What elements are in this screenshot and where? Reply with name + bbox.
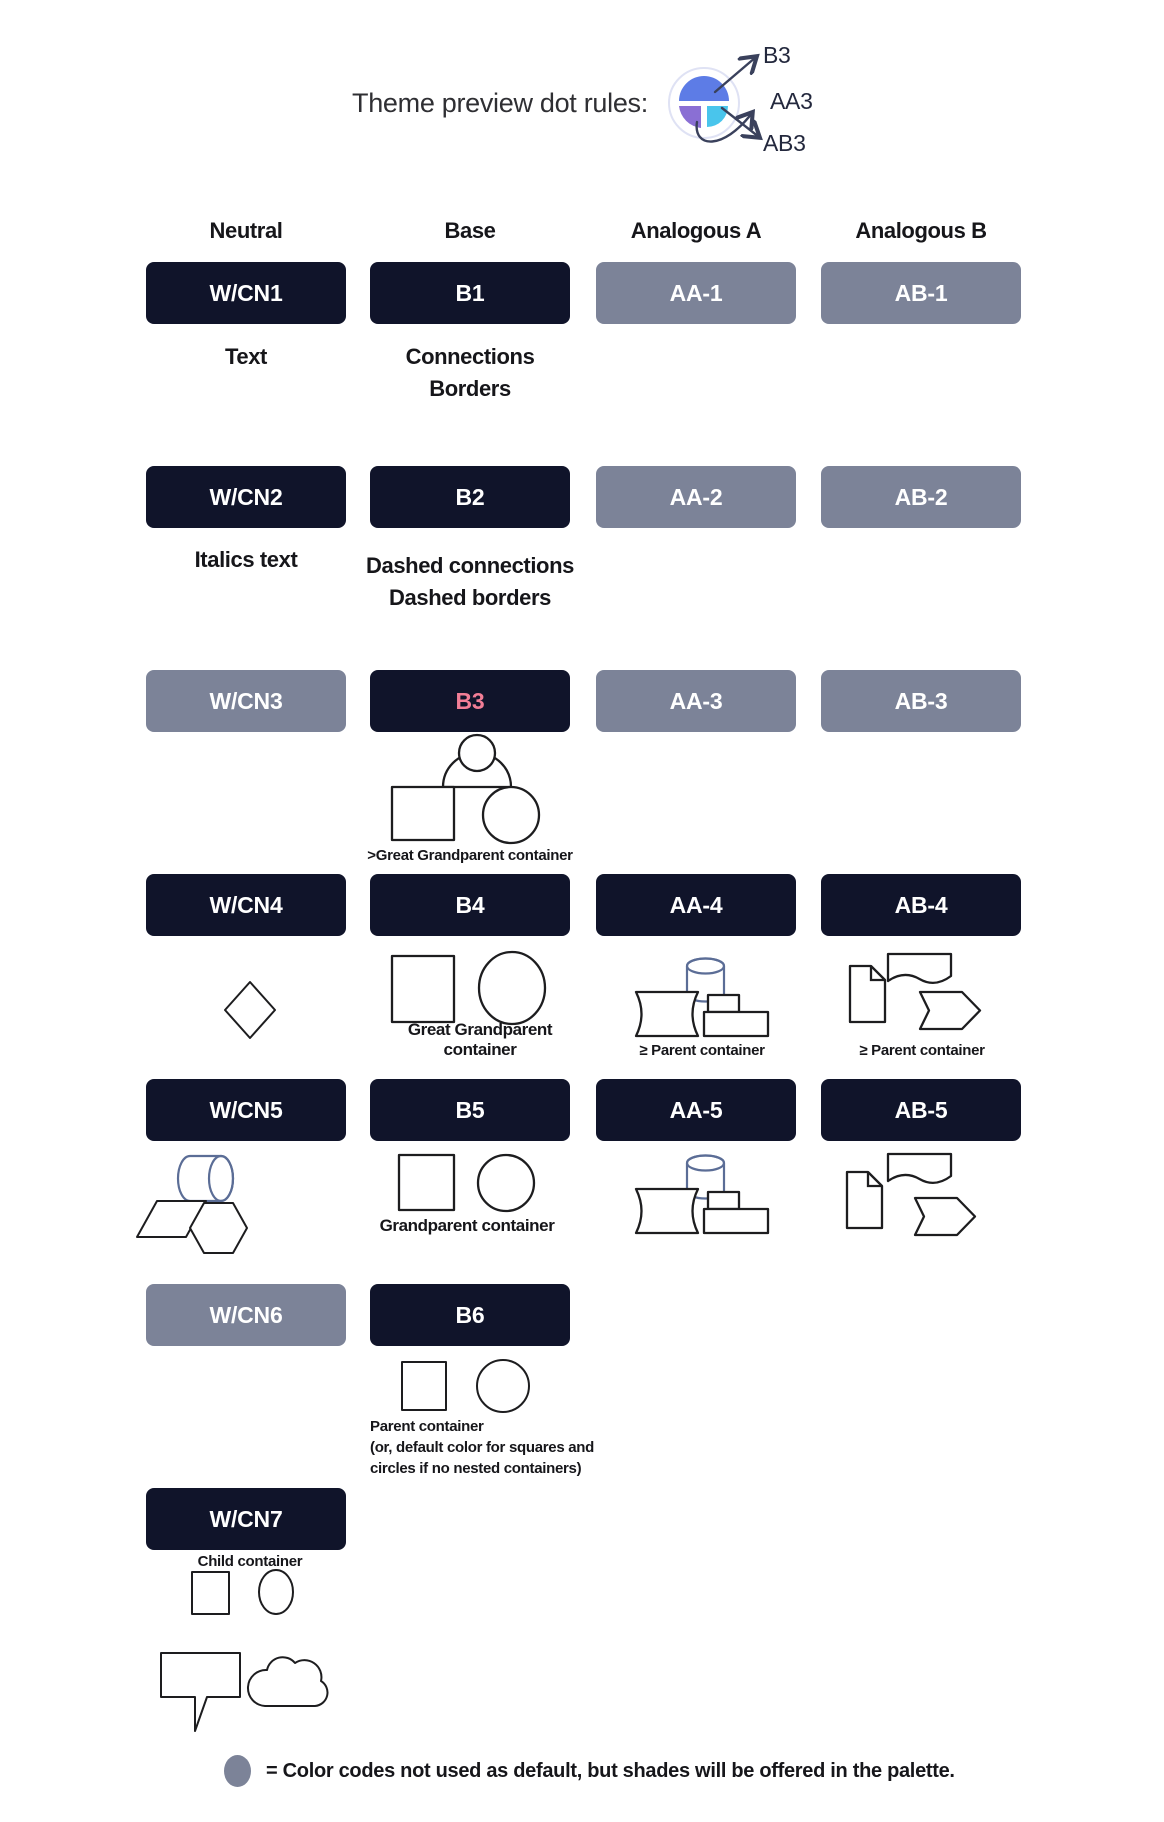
caption-borders: Borders — [429, 376, 511, 401]
document-icon — [850, 966, 885, 1022]
swatch-b3-label: B3 — [455, 687, 485, 714]
swatch-wcn2: W/CN2 — [146, 466, 346, 528]
document-icon — [847, 1172, 882, 1228]
swatch-b3 — [370, 670, 570, 732]
caption-child-container: Child container — [197, 1553, 303, 1570]
caption-connections: Connections — [405, 344, 535, 369]
legend-text: = Color codes not used as default, but shades will be offered in the palette. — [266, 1760, 955, 1782]
small-rect-icon — [708, 995, 739, 1012]
caption-connections-borders — [360, 341, 580, 405]
cylinder-icon — [178, 1156, 233, 1201]
swatch-aa2: AA-2 — [596, 466, 796, 528]
wcn7-shape-group — [188, 1568, 298, 1618]
circle-icon — [478, 1155, 534, 1211]
square-icon — [392, 956, 454, 1022]
wavy-document-icon — [888, 954, 951, 983]
ab5-shape-group — [842, 1148, 982, 1240]
caption-dashed — [360, 550, 580, 614]
swatch-b4: B4 — [370, 874, 570, 936]
circle-icon — [483, 787, 539, 843]
swatch-aa4: AA-4 — [596, 874, 796, 936]
swatch-wcn6: W/CN6 — [146, 1284, 346, 1346]
caption-great-grandparent: Great Grandparent container — [407, 1020, 553, 1059]
swatch-wcn5: W/CN5 — [146, 1079, 346, 1141]
wcn4-shape-group — [222, 980, 278, 1040]
column-header-base: Base — [444, 218, 496, 243]
swatch-b2: B2 — [370, 466, 570, 528]
column-header-neutral: Neutral — [209, 218, 283, 243]
swatch-ab3: AB-3 — [821, 670, 1021, 732]
swatch-wcn4: W/CN4 — [146, 874, 346, 936]
b6-shape-group — [398, 1358, 533, 1416]
circle-icon — [477, 1360, 529, 1412]
dot-label-aa3: AA3 — [770, 88, 813, 114]
caption-parent-note-2: circles if no nested containers) — [370, 1460, 582, 1477]
swatch-ab5: AB-5 — [821, 1079, 1021, 1141]
swatch-wcn1: W/CN1 — [146, 262, 346, 324]
arrow-to-aa3 — [697, 113, 752, 142]
swatch-wcn7: W/CN7 — [146, 1488, 346, 1550]
arrow-to-ab3 — [722, 108, 759, 137]
caption-parent-ab4: ≥ Parent container — [859, 1042, 985, 1059]
legend-dot-icon — [224, 1755, 251, 1787]
chevron-icon — [920, 992, 980, 1029]
b5-shape-group — [395, 1150, 540, 1215]
cloud-icon — [248, 1657, 328, 1706]
column-header-analogous-a: Analogous A — [630, 218, 762, 243]
stored-data-icon — [636, 992, 698, 1036]
square-icon — [399, 1155, 454, 1210]
aa4-shape-group — [628, 945, 778, 1045]
wcn7-extra-shape-group — [158, 1650, 338, 1740]
aa5-shape-group — [628, 1142, 778, 1242]
swatch-aa5: AA-5 — [596, 1079, 796, 1141]
wide-rect-icon — [704, 1209, 768, 1233]
caption-italics-text: Italics text — [194, 547, 298, 572]
swatch-b1: B1 — [370, 262, 570, 324]
caption-parent-aa4: ≥ Parent container — [639, 1042, 765, 1059]
square-icon — [392, 787, 454, 840]
stored-data-icon — [636, 1189, 698, 1233]
diamond-icon — [225, 982, 275, 1038]
caption-parent-container: Parent container — [370, 1418, 484, 1435]
speech-bubble-icon — [161, 1653, 240, 1731]
dot-label-b3: B3 — [763, 42, 791, 68]
swatch-b6: B6 — [370, 1284, 570, 1346]
swatch-b5: B5 — [370, 1079, 570, 1141]
caption-grandparent: Grandparent container — [379, 1216, 555, 1235]
caption-parent-block — [370, 1416, 630, 1479]
caption-text: Text — [224, 344, 267, 369]
swatch-ab2: AB-2 — [821, 466, 1021, 528]
swatch-aa3: AA-3 — [596, 670, 796, 732]
caption-dashed-connections: Dashed connections — [366, 553, 574, 578]
square-icon — [192, 1572, 229, 1614]
swatch-ab1: AB-1 — [821, 262, 1021, 324]
swatch-ab4: AB-4 — [821, 874, 1021, 936]
wide-rect-icon — [704, 1012, 768, 1036]
swatch-aa1: AA-1 — [596, 262, 796, 324]
chevron-icon — [915, 1198, 975, 1235]
dot-label-ab3: AB3 — [763, 130, 806, 156]
column-header-analogous-b: Analogous B — [855, 218, 987, 243]
b3-shape-group — [380, 728, 560, 853]
wavy-document-icon — [888, 1154, 951, 1183]
page-title: Theme preview dot rules: — [352, 88, 648, 118]
circle-icon — [479, 952, 545, 1024]
caption-parent-note-1: (or, default color for squares and — [370, 1439, 595, 1456]
caption-great-grandparent-gt: >Great Grandparent container — [367, 847, 573, 864]
circle-icon — [259, 1570, 293, 1614]
arrow-to-b3 — [715, 57, 756, 92]
b4-shape-group — [388, 948, 548, 1028]
small-rect-icon — [708, 1192, 739, 1209]
ab4-shape-group — [845, 948, 985, 1033]
person-head-icon — [459, 735, 495, 771]
square-icon — [402, 1362, 446, 1410]
swatch-wcn3: W/CN3 — [146, 670, 346, 732]
caption-dashed-borders: Dashed borders — [389, 585, 551, 610]
wcn5-shape-group — [133, 1150, 253, 1260]
